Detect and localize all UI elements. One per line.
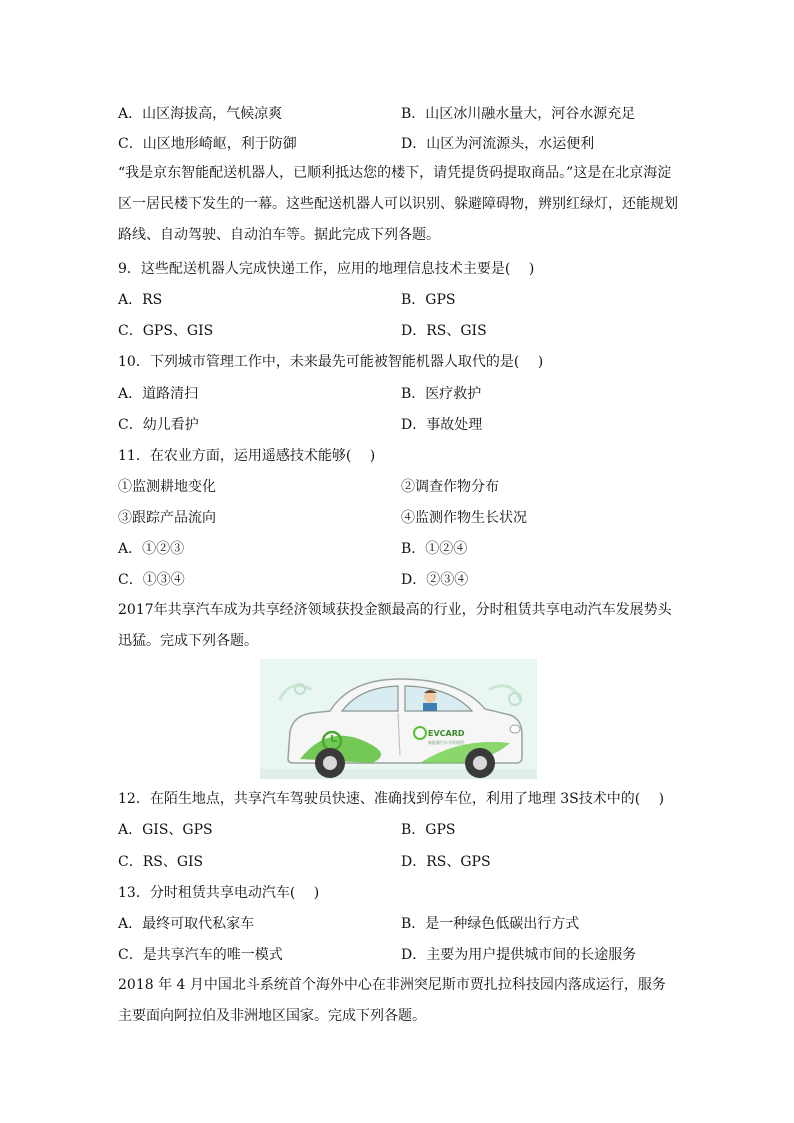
q11-option-a: A．①②③ [118, 541, 185, 557]
q10-option-c: C．幼儿看护 [118, 417, 199, 433]
passage-robot: “我是京东智能配送机器人，已顺利抵达您的楼下，请凭提货码提取商品。”这是在北京海淀区一居民楼下发生的一幕。这些配送机器人可以识别、躲避障碍物，辨别红绿灯，还能规划路线、自动驾驶、自动泊车等。据此完成下列各题。 [118, 165, 678, 243]
q11-option-c: C．①③④ [118, 572, 185, 588]
q8-option-c: C．山区地形崎岖，利于防御 [118, 136, 297, 152]
q9-option-a: A．RS [118, 292, 163, 308]
q8-option-b: B．山区冰川融水量大，河谷水源充足 [401, 106, 636, 122]
q8-option-d: D．山区为河流源头，水运便利 [401, 136, 595, 152]
q12-option-d: D．RS、GPS [401, 854, 491, 870]
evcard-logo-text: EVCARD [428, 729, 465, 738]
q11-stem: 11．在农业方面，运用遥感技术能够( ) [118, 448, 376, 464]
q11-statement-4: ④监测作物生长状况 [401, 510, 527, 526]
q11-option-d: D．②③④ [401, 572, 469, 588]
q11-option-b: B．①②④ [401, 541, 468, 557]
q11-statement-1: ①监测耕地变化 [118, 479, 216, 495]
q9-option-c: C．GPS、GIS [118, 323, 214, 339]
q13-stem: 13．分时租赁共享电动汽车( ) [118, 885, 320, 901]
q12-option-a: A．GIS、GPS [118, 822, 213, 838]
passage-carsharing: 2017年共享汽车成为共享经济领域获投金额最高的行业，分时租赁共享电动汽车发展势头迅猛。完成下列各题。 [118, 602, 672, 649]
q13-option-b: B．是一种绿色低碳出行方式 [401, 916, 580, 932]
q13-option-c: C．是共享汽车的唯一模式 [118, 947, 283, 963]
q13-option-d: D．主要为用户提供城市间的长途服务 [401, 947, 637, 963]
q9-stem: 9．这些配送机器人完成快递工作，应用的地理信息技术主要是( ) [118, 261, 535, 277]
q11-statement-2: ②调查作物分布 [401, 479, 499, 495]
q10-option-b: B．医疗救护 [401, 386, 482, 402]
q10-stem: 10．下列城市管理工作中，未来最先可能被智能机器人取代的是( ) [118, 354, 544, 370]
q12-option-b: B．GPS [401, 822, 456, 838]
evcard-sub-text: 新能源汽车分时租赁 [428, 740, 464, 745]
q12-stem: 12．在陌生地点，共享汽车驾驶员快速、准确找到停车位，利用了地理 3S技术中的( ) [118, 791, 665, 807]
car-icon [260, 659, 537, 779]
evcard-car-illustration [260, 659, 537, 779]
q8-option-a: A．山区海拔高，气候凉爽 [118, 106, 283, 122]
q12-option-c: C．RS、GIS [118, 854, 204, 870]
q11-statement-3: ③跟踪产品流向 [118, 510, 216, 526]
q10-option-d: D．事故处理 [401, 417, 483, 433]
q10-option-a: A．道路清扫 [118, 386, 199, 402]
q13-option-a: A．最终可取代私家车 [118, 916, 255, 932]
q9-option-d: D．RS、GIS [401, 323, 487, 339]
q9-option-b: B．GPS [401, 292, 456, 308]
passage-beidou: 2018 年 4 月中国北斗系统首个海外中心在非洲突尼斯市贾扎拉科技园内落成运行，服务主要面向阿拉伯及非洲地区国家。完成下列各题。 [118, 977, 666, 1024]
